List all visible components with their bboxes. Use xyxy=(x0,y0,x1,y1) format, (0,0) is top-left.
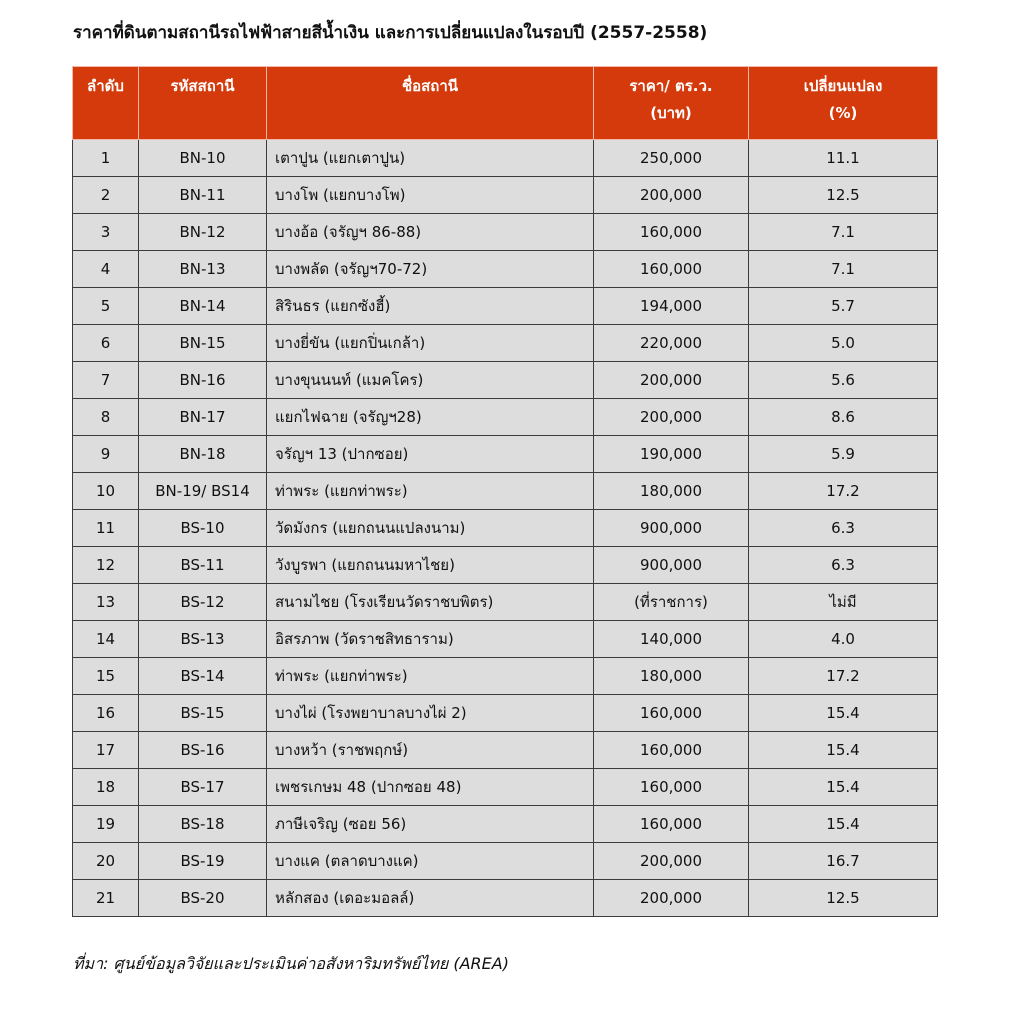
cell-station-name: ท่าพระ (แยกท่าพระ) xyxy=(267,473,594,510)
header-station-name-label: ชื่อสถานี xyxy=(401,77,459,95)
table-row xyxy=(73,399,938,436)
cell-station-code: BN-14 xyxy=(139,288,267,325)
cell-price: 160,000 xyxy=(594,214,749,251)
cell-station-name: สนามไชย (โรงเรียนวัดราชบพิตร) xyxy=(267,584,594,621)
cell-order: 4 xyxy=(73,251,139,288)
cell-station-code: BN-12 xyxy=(139,214,267,251)
cell-order: 10 xyxy=(73,473,139,510)
cell-order: 1 xyxy=(73,140,139,177)
cell-change: 4.0 xyxy=(749,621,938,658)
cell-station-code: BS-20 xyxy=(139,880,267,917)
cell-station-code: BN-15 xyxy=(139,325,267,362)
cell-change: 6.3 xyxy=(749,547,938,584)
cell-price: 160,000 xyxy=(594,695,749,732)
cell-station-name: อิสรภาพ (วัดราชสิทธาราม) xyxy=(267,621,594,658)
cell-order: 14 xyxy=(73,621,139,658)
table-row xyxy=(73,658,938,695)
cell-station-code: BN-16 xyxy=(139,362,267,399)
cell-change: ไม่มี xyxy=(749,584,938,621)
cell-station-code: BS-16 xyxy=(139,732,267,769)
table-row xyxy=(73,362,938,399)
cell-price: 900,000 xyxy=(594,547,749,584)
cell-order: 8 xyxy=(73,399,139,436)
cell-station-name: หลักสอง (เดอะมอลล์) xyxy=(267,880,594,917)
cell-station-name: บางยี่ขัน (แยกปิ่นเกล้า) xyxy=(267,325,594,362)
cell-order: 3 xyxy=(73,214,139,251)
cell-change: 8.6 xyxy=(749,399,938,436)
cell-order: 18 xyxy=(73,769,139,806)
cell-station-code: BN-17 xyxy=(139,399,267,436)
cell-change: 5.7 xyxy=(749,288,938,325)
cell-change: 15.4 xyxy=(749,806,938,843)
table-row xyxy=(73,436,938,473)
cell-order: 6 xyxy=(73,325,139,362)
cell-price: 190,000 xyxy=(594,436,749,473)
cell-station-code: BN-19/ BS14 xyxy=(139,473,267,510)
cell-order: 7 xyxy=(73,362,139,399)
header-change-line2: (%) xyxy=(828,104,858,122)
cell-price: (ที่ราชการ) xyxy=(594,584,749,621)
cell-change: 6.3 xyxy=(749,510,938,547)
cell-station-name: บางแค (ตลาดบางแค) xyxy=(267,843,594,880)
cell-price: 200,000 xyxy=(594,843,749,880)
header-price-line1: ราคา/ ตร.ว. xyxy=(629,77,713,95)
cell-order: 20 xyxy=(73,843,139,880)
cell-station-code: BS-17 xyxy=(139,769,267,806)
cell-price: 200,000 xyxy=(594,177,749,214)
cell-price: 160,000 xyxy=(594,769,749,806)
cell-station-name: ภาษีเจริญ (ซอย 56) xyxy=(267,806,594,843)
cell-order: 9 xyxy=(73,436,139,473)
header-order-label: ลำดับ xyxy=(87,77,124,95)
cell-price: 200,000 xyxy=(594,399,749,436)
cell-station-name: บางพลัด (จรัญฯ70-72) xyxy=(267,251,594,288)
table-row xyxy=(73,177,938,214)
cell-price: 180,000 xyxy=(594,473,749,510)
table-row xyxy=(73,695,938,732)
cell-order: 16 xyxy=(73,695,139,732)
cell-order: 21 xyxy=(73,880,139,917)
cell-order: 5 xyxy=(73,288,139,325)
cell-station-name: เตาปูน (แยกเตาปูน) xyxy=(267,140,594,177)
header-price xyxy=(594,67,749,140)
cell-station-name: บางอ้อ (จรัญฯ 86-88) xyxy=(267,214,594,251)
cell-station-name: บางหว้า (ราชพฤกษ์) xyxy=(267,732,594,769)
cell-station-name: บางโพ (แยกบางโพ) xyxy=(267,177,594,214)
cell-change: 17.2 xyxy=(749,658,938,695)
header-price-line2: (บาท) xyxy=(650,104,692,122)
cell-change: 7.1 xyxy=(749,214,938,251)
cell-order: 11 xyxy=(73,510,139,547)
cell-price: 220,000 xyxy=(594,325,749,362)
cell-price: 200,000 xyxy=(594,880,749,917)
land-price-table xyxy=(72,66,938,917)
cell-station-name: ท่าพระ (แยกท่าพระ) xyxy=(267,658,594,695)
cell-station-name: สิรินธร (แยกซังฮี้) xyxy=(267,288,594,325)
header-change xyxy=(749,67,938,140)
cell-station-code: BS-12 xyxy=(139,584,267,621)
cell-station-name: บางไผ่ (โรงพยาบาลบางไผ่ 2) xyxy=(267,695,594,732)
table-header-row xyxy=(73,67,938,140)
table-row xyxy=(73,769,938,806)
cell-station-code: BN-10 xyxy=(139,140,267,177)
cell-price: 160,000 xyxy=(594,251,749,288)
cell-station-name: วังบูรพา (แยกถนนมหาไชย) xyxy=(267,547,594,584)
table-row xyxy=(73,843,938,880)
header-change-line1: เปลี่ยนแปลง xyxy=(803,77,883,95)
cell-change: 5.0 xyxy=(749,325,938,362)
cell-change: 15.4 xyxy=(749,732,938,769)
cell-station-code: BS-19 xyxy=(139,843,267,880)
cell-order: 17 xyxy=(73,732,139,769)
cell-price: 200,000 xyxy=(594,362,749,399)
header-order xyxy=(73,67,139,140)
table-row xyxy=(73,325,938,362)
table-row xyxy=(73,547,938,584)
cell-price: 250,000 xyxy=(594,140,749,177)
header-station-code-label: รหัสสถานี xyxy=(170,77,235,95)
cell-station-code: BS-11 xyxy=(139,547,267,584)
table-row xyxy=(73,806,938,843)
cell-price: 160,000 xyxy=(594,732,749,769)
table-row xyxy=(73,510,938,547)
table-row xyxy=(73,584,938,621)
cell-station-code: BS-15 xyxy=(139,695,267,732)
cell-change: 5.9 xyxy=(749,436,938,473)
cell-order: 19 xyxy=(73,806,139,843)
source-note: ที่มา: ศูนย์ข้อมูลวิจัยและประเมินค่าอสังหาริมทรัพย์ไทย (AREA) xyxy=(73,954,509,973)
cell-price: 180,000 xyxy=(594,658,749,695)
table-row xyxy=(73,880,938,917)
cell-change: 11.1 xyxy=(749,140,938,177)
cell-station-name: วัดมังกร (แยกถนนแปลงนาม) xyxy=(267,510,594,547)
header-station-code xyxy=(139,67,267,140)
document-title: ราคาที่ดินตามสถานีรถไฟฟ้าสายสีน้ำเงิน และการเปลี่ยนแปลงในรอบปี (2557-2558) xyxy=(73,23,708,43)
cell-station-name: บางขุนนนท์ (แมคโคร) xyxy=(267,362,594,399)
table-row xyxy=(73,140,938,177)
cell-order: 2 xyxy=(73,177,139,214)
cell-change: 7.1 xyxy=(749,251,938,288)
cell-change: 17.2 xyxy=(749,473,938,510)
cell-price: 140,000 xyxy=(594,621,749,658)
table-row xyxy=(73,621,938,658)
cell-station-name: แยกไฟฉาย (จรัญฯ28) xyxy=(267,399,594,436)
cell-price: 160,000 xyxy=(594,806,749,843)
header-station-name xyxy=(267,67,594,140)
cell-change: 15.4 xyxy=(749,769,938,806)
table-row xyxy=(73,251,938,288)
cell-station-code: BN-18 xyxy=(139,436,267,473)
table-body xyxy=(73,140,938,917)
cell-order: 12 xyxy=(73,547,139,584)
cell-station-code: BN-11 xyxy=(139,177,267,214)
cell-station-name: จรัญฯ 13 (ปากซอย) xyxy=(267,436,594,473)
cell-station-code: BS-10 xyxy=(139,510,267,547)
table-row xyxy=(73,732,938,769)
cell-station-code: BS-13 xyxy=(139,621,267,658)
table-row xyxy=(73,473,938,510)
cell-price: 900,000 xyxy=(594,510,749,547)
cell-change: 15.4 xyxy=(749,695,938,732)
cell-change: 16.7 xyxy=(749,843,938,880)
cell-order: 13 xyxy=(73,584,139,621)
table-row xyxy=(73,214,938,251)
cell-station-code: BS-14 xyxy=(139,658,267,695)
cell-station-code: BN-13 xyxy=(139,251,267,288)
cell-station-name: เพชรเกษม 48 (ปากซอย 48) xyxy=(267,769,594,806)
cell-change: 12.5 xyxy=(749,177,938,214)
cell-change: 5.6 xyxy=(749,362,938,399)
cell-order: 15 xyxy=(73,658,139,695)
cell-station-code: BS-18 xyxy=(139,806,267,843)
cell-price: 194,000 xyxy=(594,288,749,325)
cell-change: 12.5 xyxy=(749,880,938,917)
table-row xyxy=(73,288,938,325)
